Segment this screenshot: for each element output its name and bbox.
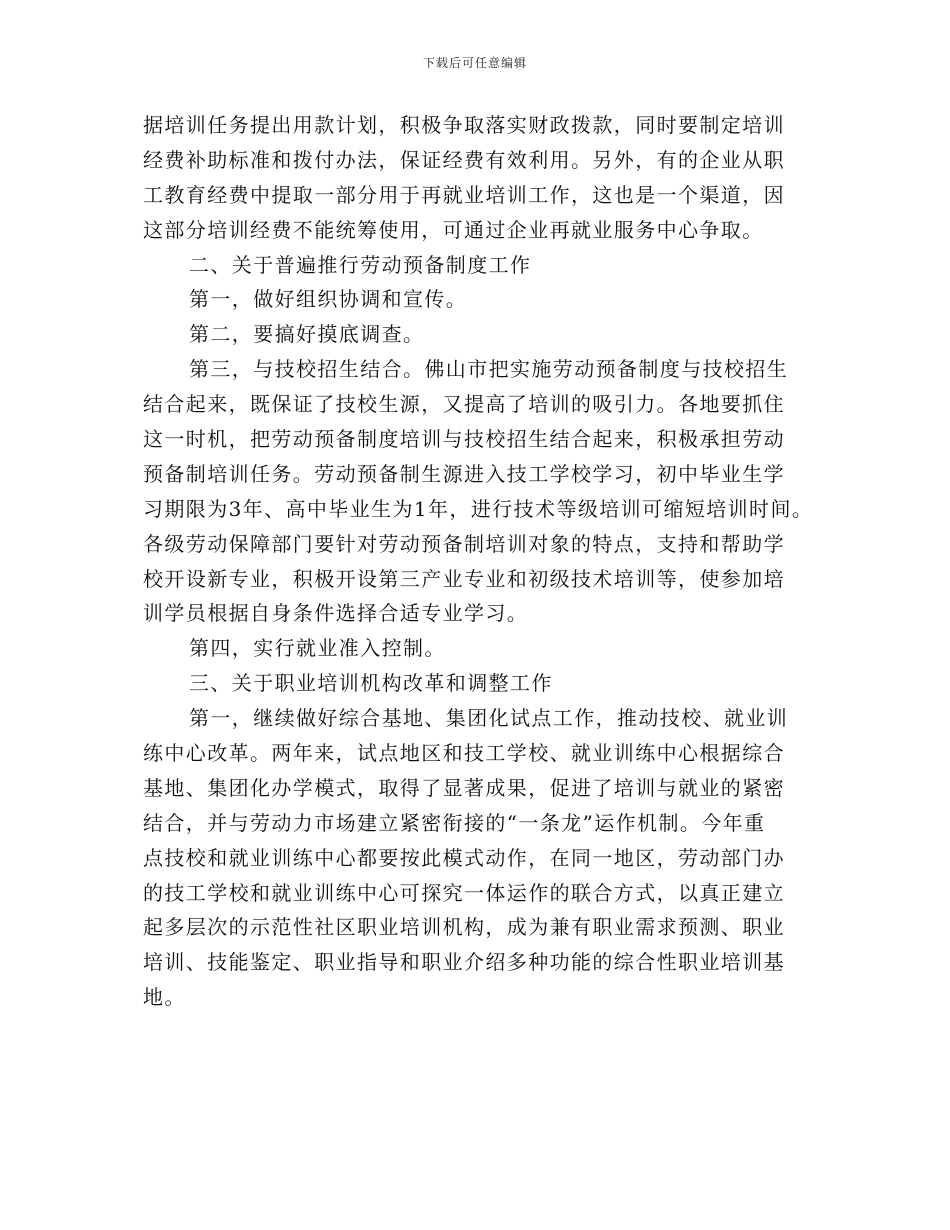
text-line: 培训、技能鉴定、职业指导和职业介绍多种功能的综合性职业培训基 <box>143 950 785 975</box>
text-line: 第三，与技校招生结合。佛山市把实施劳动预备制度与技校招生 <box>189 357 789 382</box>
text-line: 各级劳动保障部门要针对劳动预备制培训对象的特点，支持和帮助学 <box>143 531 785 556</box>
text-line: 经费补助标准和拨付办法，保证经费有效利用。另外，有的企业从职 <box>143 147 785 172</box>
text-line: 这一时机，把劳动预备制度培训与技校招生结合起来，积极承担劳动 <box>143 427 785 452</box>
text-line: 据培训任务提出用款计划，积极争取落实财政拨款，同时要制定培训 <box>143 113 785 137</box>
text-line: 地。 <box>143 985 186 1010</box>
text-line: 起多层次的示范性社区职业培训机构，成为兼有职业需求预测、职业 <box>143 915 785 940</box>
text-line: 结合起来，既保证了技校生源，又提高了培训的吸引力。各地要抓住 <box>143 392 785 417</box>
text-line: 基地、集团化办学模式，取得了显著成果，促进了培训与就业的紧密 <box>143 775 785 800</box>
text-line: 练中心改革。两年来，试点地区和技工学校、就业训练中心根据综合 <box>143 741 785 766</box>
text-line: 第二，要搞好摸底调查。 <box>189 322 425 347</box>
text-line: 结合，并与劳动力市场建立紧密衔接的“一条龙”运作机制。今年重 <box>143 810 766 835</box>
text-line: 第一，做好组织协调和宣传。 <box>189 287 468 312</box>
section-heading: 二、关于普遍推行劳动预备制度工作 <box>189 252 532 277</box>
text-line: 习期限为3年、高中毕业生为1年，进行技术等级培训可缩短培训时间。 <box>143 496 814 521</box>
text-line: 训学员根据自身条件选择合适专业学习。 <box>143 601 529 626</box>
document-body <box>143 108 843 1015</box>
text-line: 第一，继续做好综合基地、集团化试点工作，推动技校、就业训 <box>189 706 789 731</box>
text-line: 第四，实行就业准入控制。 <box>189 636 446 661</box>
text-line: 预备制培训任务。劳动预备制生源进入技工学校学习，初中毕业生学 <box>143 461 785 486</box>
section-heading: 三、关于职业培训机构改革和调整工作 <box>189 671 553 696</box>
text-line: 校开设新专业，积极开设第三产业专业和初级技术培训等，使参加培 <box>143 566 785 591</box>
text-line: 点技校和就业训练中心都要按此模式动作，在同一地区，劳动部门办 <box>143 845 785 870</box>
text-line: 的技工学校和就业训练中心可探究一体运作的联合方式，以真正建立 <box>143 880 785 905</box>
text-line: 工教育经费中提取一部分用于再就业培训工作，这也是一个渠道，因 <box>143 182 785 207</box>
page-header: 下载后可任意编辑 <box>422 56 527 70</box>
text-line: 这部分培训经费不能统筹使用，可通过企业再就业服务中心争取。 <box>143 217 764 242</box>
